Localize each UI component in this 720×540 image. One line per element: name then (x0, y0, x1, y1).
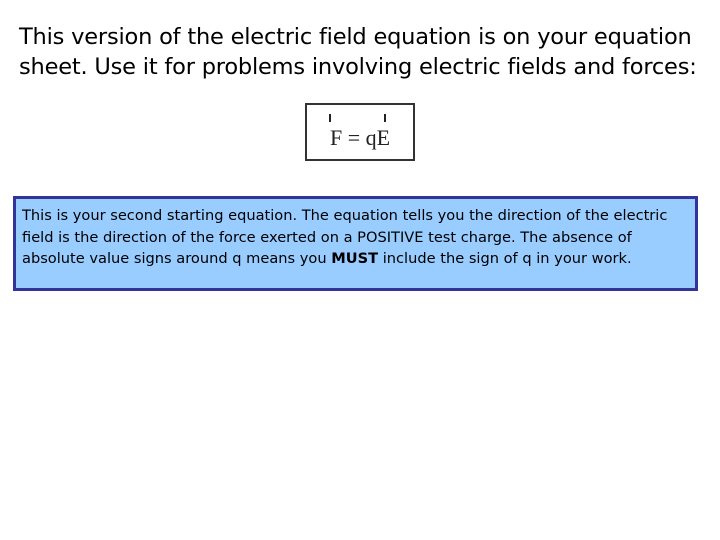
note-emphasis: MUST (331, 250, 379, 267)
intro-text (19, 22, 709, 82)
equation-graphic (307, 105, 413, 159)
vector-mark-e (384, 114, 386, 122)
note-text-part-1: This is your second starting equation. The equation tells you the direction of the electric field is the direction of the force exerted on a POSITIVE test charge. The absence of absolute value signs around q means you (22, 207, 668, 267)
equation-text: F = qE (329, 125, 391, 150)
note-box (13, 196, 698, 291)
vector-mark-f (329, 114, 331, 122)
note-text-part-2: include the sign of q in your work. (378, 250, 632, 267)
intro-line-1: This version of the electric field equation is on your equation (19, 24, 692, 50)
equation-box (305, 103, 415, 161)
intro-line-2: sheet. Use it for problems involving electric fields and forces: (19, 54, 697, 80)
